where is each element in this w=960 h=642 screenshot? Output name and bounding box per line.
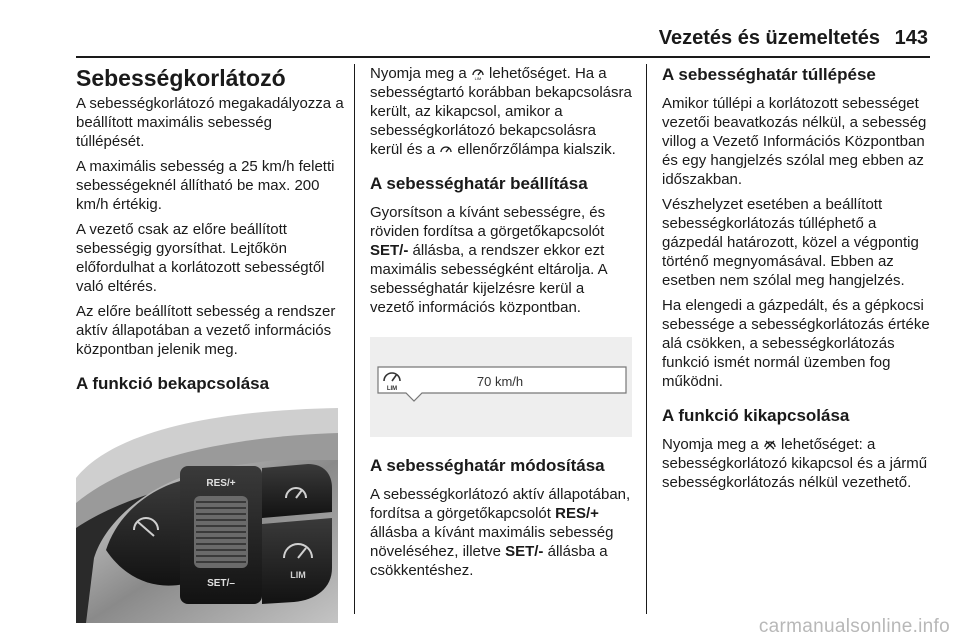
paragraph: Ha elengedi a gázpedált, és a gépkocsi sebessége a sebességkorlátozás értéke alá csökken, a sebességkorlátozás funkció ismét normál üzemben fog működni.	[662, 297, 930, 390]
display-speed: 70 km/h	[476, 374, 524, 389]
section-title: Sebességkorlátozó	[76, 65, 286, 91]
column-1	[76, 64, 344, 623]
set-label: SET/–	[207, 578, 235, 589]
page-number: 143	[894, 27, 928, 49]
paragraph: A sebességkorlátozó megakadályozza a beállított maximális sebesség túllépését.	[76, 95, 344, 150]
paragraph: A sebességkorlátozó aktív állapotában, fordítsa a görgetőkapcsolót RES/+ állásba a kívánt maximális sebesség növeléséhez, illetve SET/- állásba a csökkentéshez.	[370, 486, 631, 579]
speed-limiter-off-icon	[763, 437, 777, 451]
paragraph: Az előre beállított sebesség a rendszer aktív állapotában a vezető információs központban jelenik meg.	[76, 303, 336, 358]
subheading-deactivation: A funkció kikapcsolása	[662, 406, 850, 425]
steering-wheel-controls-illustration	[76, 408, 338, 623]
paragraph: Amikor túllépi a korlátozott sebességet vezetői beavatkozás nélkül, a sebesség villog a Vezető Információs Központban és egy hangjelzés szólal meg ebben az időszakban.	[662, 95, 927, 188]
subheading-modify: A sebességhatár módosítása	[370, 456, 605, 475]
driver-info-display-illustration	[370, 337, 632, 437]
paragraph: Gyorsítson a kívánt sebességre, és röviden fordítsa a görgetőkapcsolót SET/- állásba, a rendszer ekkor ezt maximális sebességként eltárolja. A sebességhatár kijelzésre kerül a vezető információs központban.	[370, 204, 607, 316]
speed-limiter-icon	[471, 66, 485, 80]
paragraph: A vezető csak az előre beállított sebességig gyorsíthat. Lejtőkön előfordulhat a korlátozott sebességtől való eltérés.	[76, 221, 325, 295]
column-divider-2	[646, 64, 647, 614]
res-label: RES/+	[206, 478, 236, 489]
column-3	[662, 64, 932, 498]
subheading-setting: A sebességhatár beállítása	[370, 174, 588, 193]
steering-wheel-controls-photo	[76, 408, 338, 623]
cruise-control-telltale-icon	[439, 142, 453, 156]
paragraph: Vészhelyzet esetében a beállított sebességkorlátozás túlléphető a gázpedál határozott, közel a végpontig történő megnyomásával. Ebben az esetben nem szólal meg hangjelzés.	[662, 196, 919, 289]
watermark: carmanualsonline.info	[758, 616, 950, 637]
column-2	[370, 64, 632, 586]
running-header: Vezetés és üzemeltetés	[658, 27, 880, 49]
paragraph: Nyomja meg a lehetőséget: a sebességkorlátozó kikapcsol és a jármű sebességkorlátozás nélkül vezethető.	[662, 436, 928, 491]
paragraph: A maximális sebesség a 25 km/h feletti sebességeknél állítható be max. 200 km/h értékig.	[76, 158, 335, 213]
paragraph: Nyomja meg a LIM lehetőséget. Ha a sebességtartó korábban bekapcsolásra került, az kikapcsol, amikor a sebességkorlátozó bekapcsolásra kerül és a ellenőrzőlámpa kialszik.	[370, 65, 632, 158]
column-divider-1	[354, 64, 355, 614]
display-lim-label: LIM	[386, 386, 398, 392]
subheading-exceed: A sebességhatár túllépése	[662, 65, 876, 84]
svg-text:LIM: LIM	[474, 76, 482, 80]
subheading-activation: A funkció bekapcsolása	[76, 374, 270, 393]
header-rule	[76, 56, 930, 58]
lim-label: LIM	[290, 570, 306, 580]
